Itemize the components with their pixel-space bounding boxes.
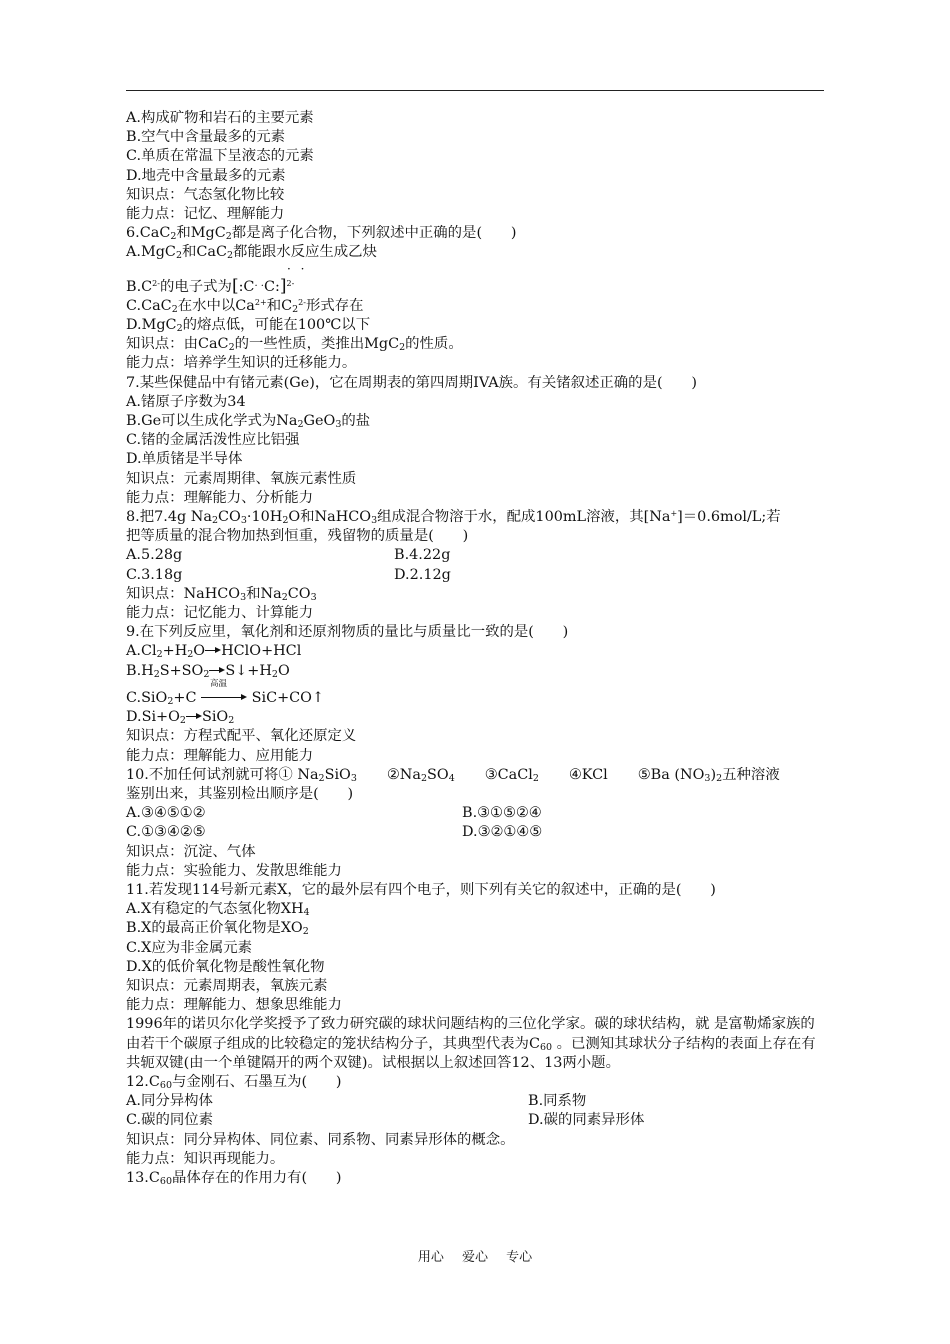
document-body (126, 109, 826, 1188)
q9-option-a: $A.Cl_2+H_2O$ HClO+HCl (126, 643, 302, 661)
q6-stem: 6.CaC$_2$和MgC$_2$都是离子化合物，下列叙述中正确的是( ) (126, 225, 517, 243)
q8-knowledge-point: 知识点：NaHCO$_3$和$Na_2CO_3$ (126, 585, 317, 603)
q8-stem-line2: 把等质量的混合物加热到恒重，残留物的质量是( ) (126, 528, 469, 545)
q10-option-d: D.③②①④⑤ (462, 824, 543, 841)
q13-stem: $13.C_{60}$晶体存在的作用力有( ) (126, 1169, 342, 1187)
q11-option-b: B.X的最高正价氧化物是$XO_2$ (126, 920, 309, 938)
reaction-arrow-icon (205, 646, 221, 656)
q6-knowledge-point: 知识点：由CaC$_2$的一些性质，类推出MgC$_2$的性质。 (126, 336, 463, 354)
high-temp-arrow-icon: 高温 (201, 692, 247, 704)
q6-option-c: C.CaC$_2$在水中以$Ca^{2+}$和$C_2^{2-}$形式存在 (126, 297, 364, 315)
q10-ability-point: 能力点：实验能力、发散思维能力 (126, 862, 342, 879)
q11-option-c: C.X应为非金属元素 (126, 939, 253, 956)
q10-stem-line2: 鉴别出来，其鉴别检出顺序是( ) (126, 785, 354, 802)
q10-option-a: A.③④⑤①② (126, 805, 206, 822)
q6-ability-point: 能力点：培养学生知识的迁移能力。 (126, 355, 357, 372)
q9-stem: 9.在下列反应里，氧化剂和还原剂物质的量比与质量比一致的是( ) (126, 624, 569, 641)
q8-option-a: A.5.28g (126, 547, 183, 564)
q8-options-cd (126, 566, 826, 585)
q12-option-c: C.碳的同位素 (126, 1112, 214, 1129)
q12-options-ab (126, 1092, 826, 1111)
q12-option-a: A.同分异构体 (126, 1093, 213, 1110)
q12-stem: $12.C_{60}$与金刚石、石墨互为( ) (126, 1073, 342, 1091)
q7-option-a: A.锗原子序数为34 (126, 393, 246, 410)
page-footer: 用心 爱心 专心 (417, 1250, 533, 1265)
q11-stem: 11.若发现114号新元素X，它的最外层有四个电子，则下列有关它的叙述中，正确的是( ) (126, 881, 716, 898)
reaction-arrow-icon (209, 666, 225, 676)
reaction-arrow-icon (186, 712, 202, 722)
q11-knowledge-point: 知识点：元素周期表，氧族元素 (126, 977, 328, 994)
q7-option-d: D.单质锗是半导体 (126, 451, 243, 468)
q11-option-a: A.X有稳定的气态氢化物$XH_4$ (126, 901, 310, 919)
q10-option-b: B.③①⑤②④ (462, 805, 542, 822)
q10-options-ab (126, 804, 826, 823)
q8-option-b: B.4.22g (394, 547, 451, 564)
q8-options-ab (126, 546, 826, 565)
q8-option-d: D.2.12g (394, 566, 451, 583)
q10-option-c: C.①③④②⑤ (126, 824, 206, 841)
q5-option-d: D.地壳中含量最多的元素 (126, 167, 286, 184)
q9-option-d: $D.Si+O_2$ SiO$_2$ (126, 709, 235, 727)
q7-option-b: B.Ge可以生成化学式为$Na_2GeO_3$的盐 (126, 413, 371, 431)
q7-option-c: C.锗的金属活泼性应比铝强 (126, 432, 300, 449)
q11-ability-point: 能力点：理解能力、想象思维能力 (126, 997, 342, 1014)
electron-dots-top: · · (287, 261, 308, 276)
q12-option-d: D.碳的同素异形体 (528, 1112, 645, 1129)
q6-option-d: D.MgC$_2$的熔点低，可能在100℃以下 (126, 317, 371, 335)
q12-ability-point: 能力点：知识再现能力。 (126, 1150, 285, 1167)
q7-ability-point: 能力点：理解能力、分析能力 (126, 489, 314, 506)
header-rule (126, 90, 824, 91)
q8-option-c: C.3.18g (126, 566, 183, 583)
q7-stem: 7.某些保健品中有锗元素(Ge)，它在周期表的第四周期IVA族。有关锗叙述正确的是( ) (126, 374, 697, 391)
passage-c60: 1996年的诺贝尔化学奖授予了致力研究碳的球状问题结构的三位化学家。碳的球状结构，就 是富勒烯家族的由若干个碳原子组成的比较稳定的笼状结构分子，其典型代表为$C_{60}$ 。已测知其球状分子结构的表面上存在有共轭双键(由一个单键隔开的两个双键)。试根据以上叙述回答12、13两小题。 (126, 1016, 816, 1071)
q5-option-c: C.单质在常温下呈液态的元素 (126, 148, 314, 165)
q12-option-b: B.同系物 (528, 1093, 587, 1110)
q9-knowledge-point: 知识点：方程式配平、氧化还原定义 (126, 728, 357, 745)
q10-stem-line1: 10.不加任何试剂就可将① $Na_2SiO_3$ $②Na_2SO_4$ ③CaCl$_2$ ④KCl ⑤Ba $(NO_3)_2$五种溶液 (126, 766, 780, 784)
q7-knowledge-point: 知识点：元素周期律、氧族元素性质 (126, 470, 357, 487)
q5-option-b: B.空气中含量最多的元素 (126, 129, 286, 146)
q5-option-a: A.构成矿物和岩石的主要元素 (126, 110, 314, 126)
q6-option-b: $B.C^{2-}$的电子式为[:C· ·C:]$^{2-}$ (126, 275, 295, 296)
q9-ability-point: 能力点：理解能力、应用能力 (126, 747, 314, 764)
q9-option-b: $B.H_2S+SO_2$ $S↓+H_2O$ (126, 662, 290, 680)
q11-option-d: D.X的低价氧化物是酸性氧化物 (126, 958, 325, 975)
q8-stem-line1: 8.把7.4g $Na_2CO_3\cdot 10H_2O$和NaHCO$_3$组成混合物溶于水，配成100mL溶液，其[Na+]＝0.6mol/L;若 (126, 509, 781, 527)
q12-knowledge-point: 知识点：同分异构体、同位素、同系物、同素异形体的概念。 (126, 1131, 515, 1148)
q5-knowledge-point: 知识点：气态氢化物比较 (126, 186, 285, 203)
q8-ability-point: 能力点：记忆能力、计算能力 (126, 605, 314, 622)
q10-options-cd (126, 823, 826, 842)
q9-option-c: C.SiO$_2$+C 高温 SiC+CO↑ (126, 678, 325, 707)
q6-option-a: A.MgC$_2$和CaC$_2$都能跟水反应生成乙炔 (126, 244, 377, 262)
q5-ability-point: 能力点：记忆、理解能力 (126, 206, 285, 223)
q10-knowledge-point: 知识点：沉淀、气体 (126, 843, 256, 860)
q12-options-cd (126, 1111, 826, 1130)
